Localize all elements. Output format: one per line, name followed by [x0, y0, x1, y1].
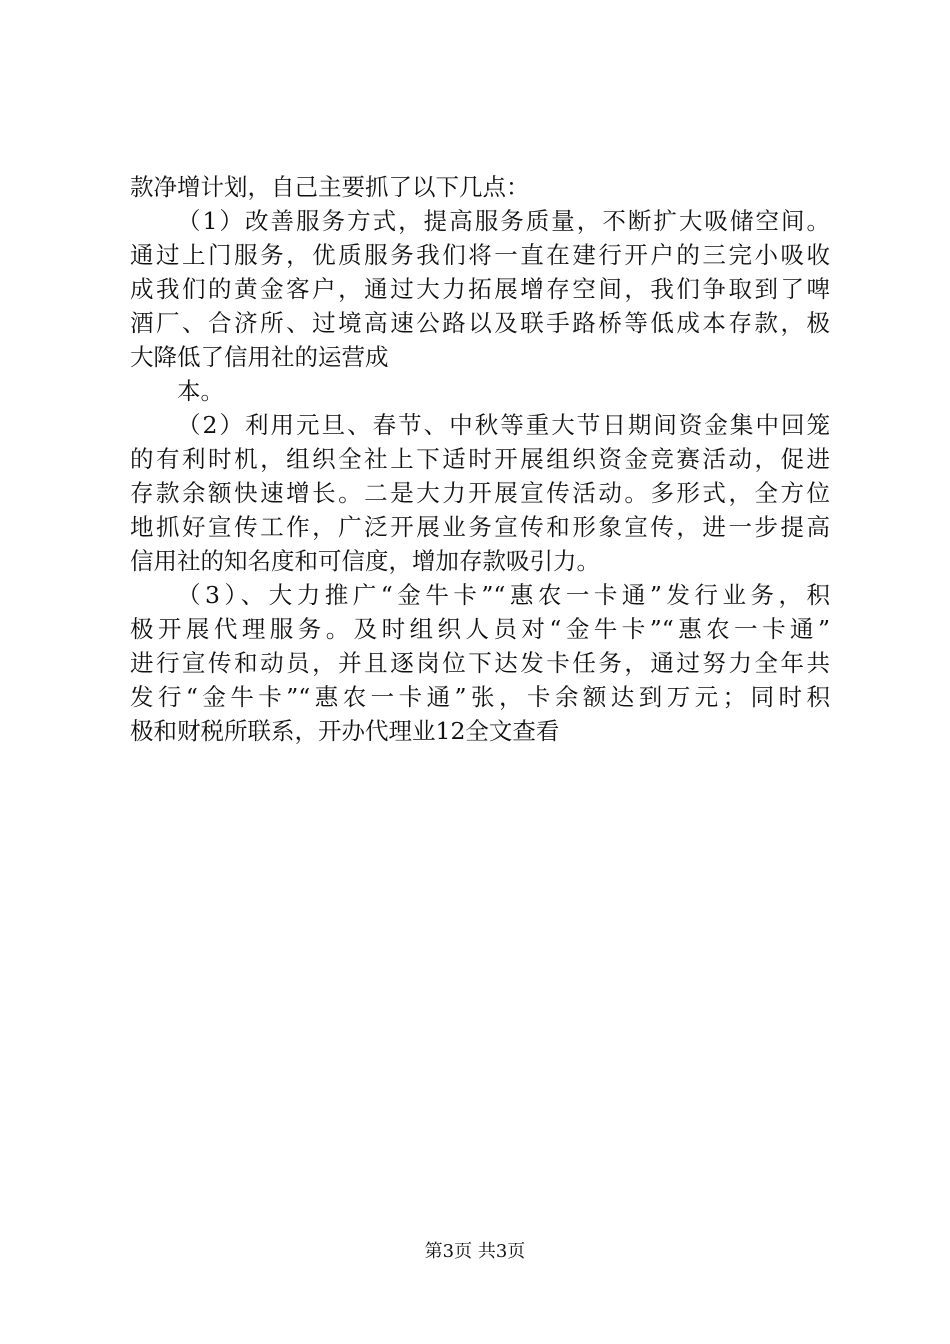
text-line: 通过上门服务，优质服务我们将一直在建行开户的三完小吸收	[130, 241, 830, 269]
text-line: 成我们的黄金客户，通过大力拓展增存空间，我们争取到了啤	[130, 275, 830, 303]
text-line: 存款余额快速增长。二是大力开展宣传活动。多形式，全方位	[130, 479, 830, 507]
text-line: 大降低了信用社的运营成	[130, 343, 389, 371]
text-line: 酒厂、合济所、过境高速公路以及联手路桥等低成本存款，极	[130, 309, 830, 337]
text-line: 地抓好宣传工作，广泛开展业务宣传和形象宣传，进一步提高	[130, 513, 830, 541]
page-number-footer: 第3页 共3页	[424, 1241, 526, 1262]
text-line: 的有利时机，组织全社上下适时开展组织资金竞赛活动，促进	[130, 445, 830, 473]
text-line: 极开展代理服务。及时组织人员对“金牛卡”“惠农一卡通”	[130, 615, 830, 643]
text-line: 进行宣传和动员，并且逐岗位下达发卡任务，通过努力全年共	[130, 649, 830, 677]
paragraph-3-start: （3）、大力推广“金牛卡”“惠农一卡通”发行业务，积	[177, 581, 830, 609]
text-line: 款净增计划，自己主要抓了以下几点：	[130, 173, 530, 201]
text-line: 信用社的知名度和可信度，增加存款吸引力。	[130, 547, 600, 575]
text-line: 发行“金牛卡”“惠农一卡通”张，卡余额达到万元；同时积	[130, 683, 830, 711]
text-line: 极和财税所联系，开办代理业12全文查看	[130, 717, 560, 745]
paragraph-2-start: （2）利用元旦、春节、中秋等重大节日期间资金集中回笼	[177, 411, 830, 439]
text-line: 本。	[177, 377, 224, 405]
document-body	[130, 170, 830, 748]
paragraph-1-start: （1）改善服务方式，提高服务质量，不断扩大吸储空间。	[177, 207, 830, 235]
